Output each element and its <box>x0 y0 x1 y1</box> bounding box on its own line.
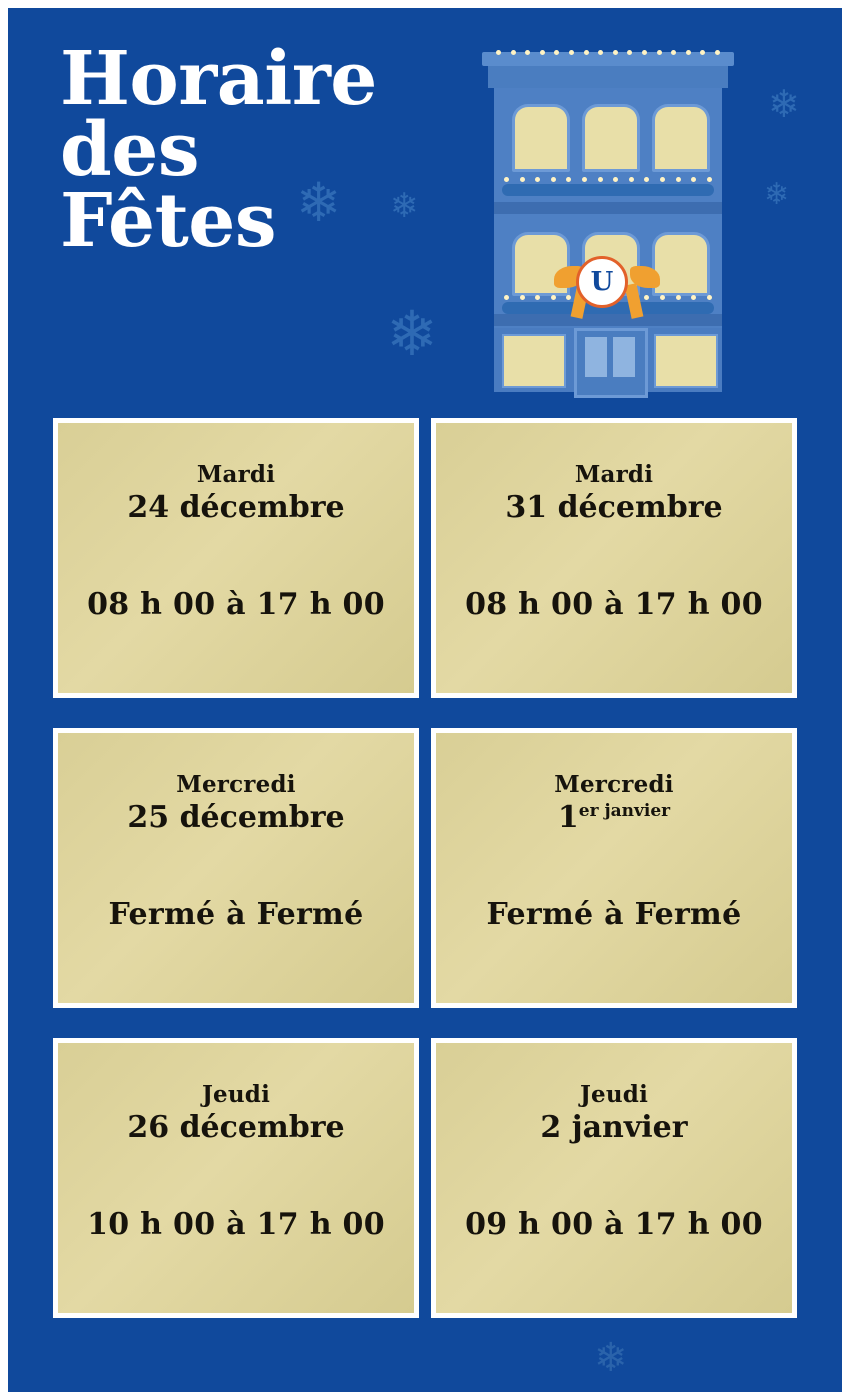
schedule-card <box>431 1038 797 1318</box>
door-glass <box>585 337 607 377</box>
door-glass <box>613 337 635 377</box>
card-hours: 10 h 00 à 17 h 00 <box>87 1207 385 1242</box>
card-hours: Fermé à Fermé <box>486 897 742 932</box>
building-window <box>652 104 710 172</box>
card-date-suffix: er janvier <box>578 801 671 821</box>
card-day: Mardi <box>196 461 276 488</box>
snowflake-icon: ❄ <box>386 301 438 369</box>
poster-canvas <box>8 8 842 1392</box>
snowflake-icon: ❄ <box>764 178 790 211</box>
card-date <box>540 1110 687 1145</box>
card-date-text: 1 <box>557 800 579 835</box>
shop-window-right <box>654 334 718 388</box>
card-date <box>127 1110 344 1145</box>
building-cornice-lower <box>488 66 728 88</box>
card-day: Jeudi <box>201 1081 271 1108</box>
roof-lights <box>496 50 720 55</box>
title-line-2: des <box>60 107 199 194</box>
garland-lights <box>504 177 712 182</box>
building-window <box>652 232 710 296</box>
snowflake-icon: ❄ <box>594 1335 628 1380</box>
snowflake-icon: ❄ <box>390 188 419 225</box>
snowflake-icon: ❄ <box>296 173 342 233</box>
schedule-card <box>53 728 419 1008</box>
card-date-text: 26 décembre <box>127 1110 345 1145</box>
title-line-1: Horaire <box>60 36 377 122</box>
building-window <box>582 104 640 172</box>
card-hours: 08 h 00 à 17 h 00 <box>87 587 385 622</box>
garland <box>502 184 714 196</box>
brand-logo <box>576 256 628 308</box>
card-day: Jeudi <box>579 1081 649 1108</box>
schedule-card <box>53 418 419 698</box>
building-window <box>512 104 570 172</box>
card-date-text: 24 décembre <box>127 490 345 525</box>
card-date-text: 2 janvier <box>540 1110 688 1145</box>
card-date <box>558 800 670 835</box>
card-day: Mardi <box>574 461 654 488</box>
schedule-card <box>431 418 797 698</box>
card-hours: 09 h 00 à 17 h 00 <box>465 1207 763 1242</box>
title-line-3: Fêtes <box>60 178 276 265</box>
card-date <box>505 490 722 525</box>
brand-logo-letter: U <box>590 267 614 297</box>
schedule-card <box>53 1038 419 1318</box>
shop-door <box>574 328 648 398</box>
poster-header <box>8 8 842 408</box>
card-hours: 08 h 00 à 17 h 00 <box>465 587 763 622</box>
card-day: Mercredi <box>176 771 296 798</box>
card-day: Mercredi <box>554 771 674 798</box>
card-date <box>127 800 344 835</box>
shop-window-left <box>502 334 566 388</box>
card-hours: Fermé à Fermé <box>108 897 364 932</box>
snowflake-icon: ❄ <box>768 84 800 126</box>
storefront-illustration <box>478 44 738 392</box>
storefront-level <box>494 328 722 392</box>
card-date-text: 31 décembre <box>505 490 723 525</box>
page-title <box>60 36 490 265</box>
floor-divider <box>494 202 722 214</box>
schedule-grid <box>8 418 842 1318</box>
card-date-text: 25 décembre <box>127 800 345 835</box>
floor-divider <box>494 314 722 326</box>
card-date <box>127 490 344 525</box>
schedule-card <box>431 728 797 1008</box>
